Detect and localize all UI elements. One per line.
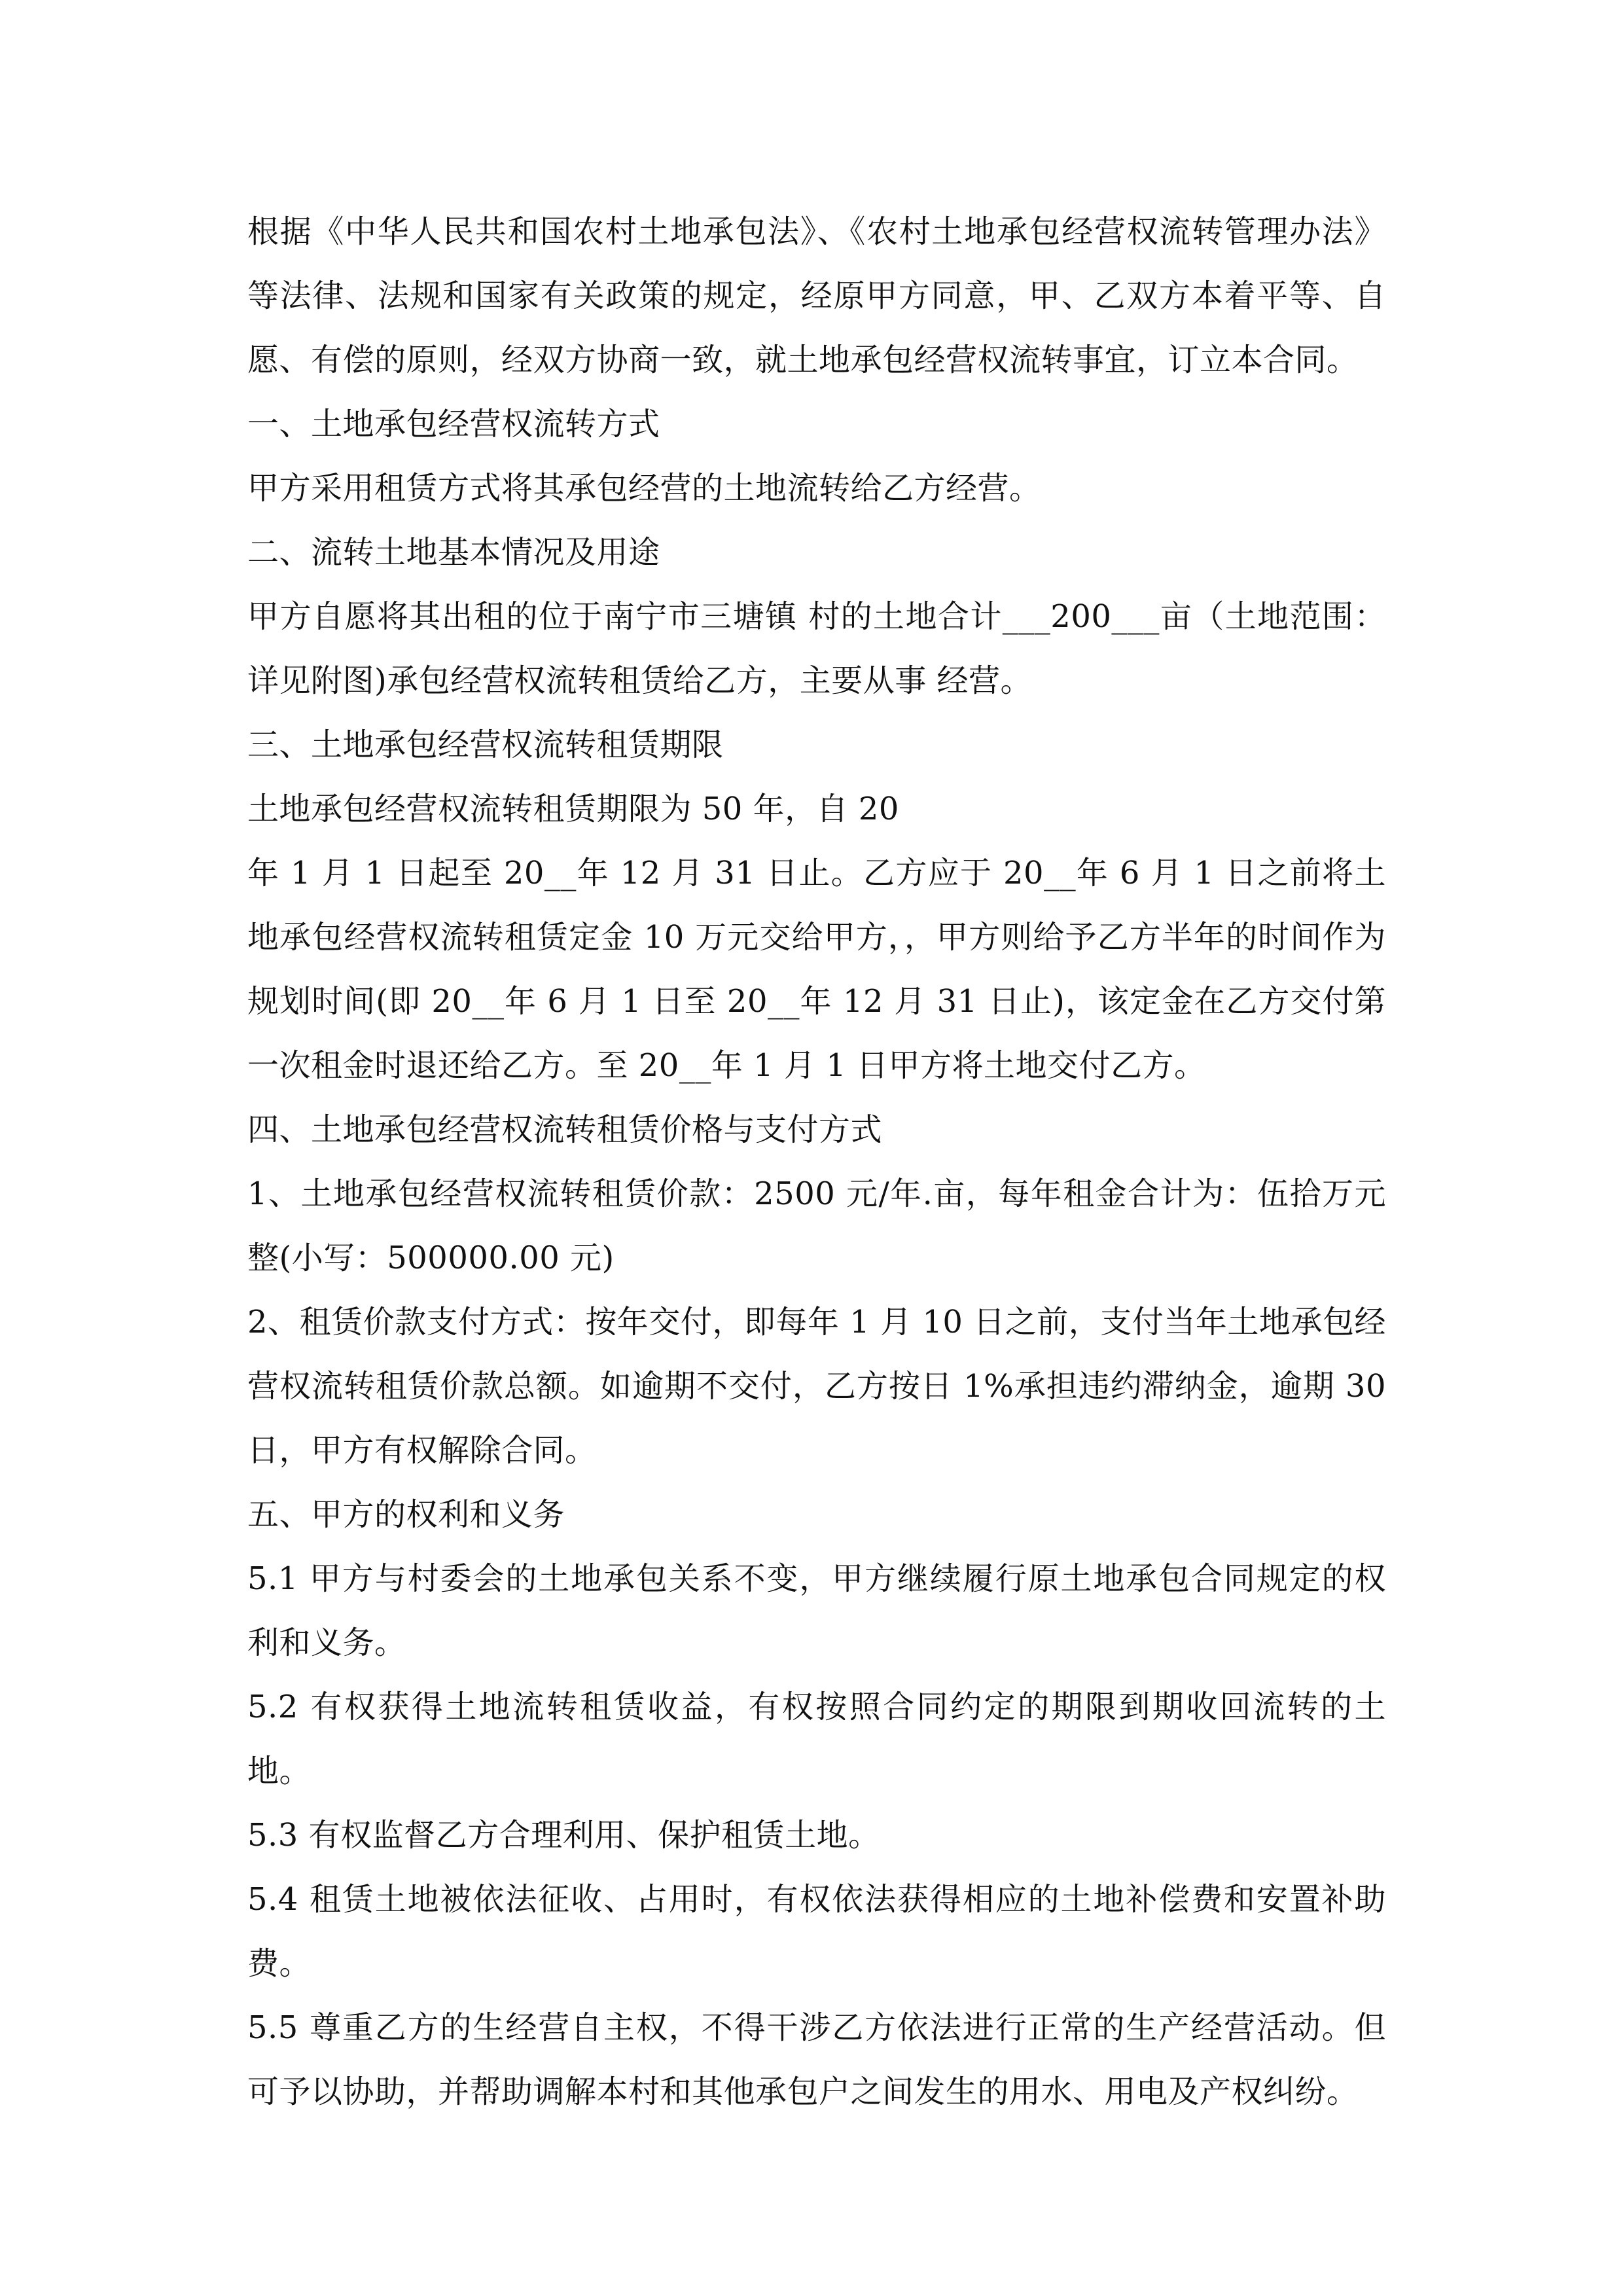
intro-paragraph: 根据《中华人民共和国农村土地承包法》、《农村土地承包经营权流转管理办法》等法律、法规和国家有关政策的规定，经原甲方同意，甲、乙双方本着平等、自愿、有偿的原则，经双方协商一致，就土地承包经营权流转事宜，订立本合同。: [247, 213, 1386, 378]
contract-body: [247, 200, 1386, 2124]
paragraph: 年 1 月 1 日起至 20__年 12 月 31 日止。乙方应于 20__年 6 月 1 日之前将土地承包经营权流转租赁定金 10 万元交给甲方，，甲方则给予乙方半年的时间作为规划时间(即 20__年 6 月 1 日至 20__年 12 月 31 日止)，该定金在乙方交付第一次租金时退还给乙方。至 20__年 1 月 1 日甲方将土地交付乙方。: [247, 855, 1386, 1084]
paragraph: 2、租赁价款支付方式：按年交付，即每年 1 月 10 日之前，支付当年土地承包经营权流转租赁价款总额。如逾期不交付，乙方按日 1%承担违约滞纳金，逾期 30 日，甲方有权解除合同。: [247, 1304, 1386, 1469]
paragraph: 甲方采用租赁方式将其承包经营的土地流转给乙方经营。: [247, 470, 1041, 507]
paragraph: 土地承包经营权流转租赁期限为 50 年，自 20: [247, 791, 899, 827]
paragraph: 甲方自愿将其出租的位于南宁市三塘镇 村的土地合计___200___亩（土地范围：详见附图)承包经营权流转租赁给乙方，主要从事 经营。: [247, 598, 1386, 699]
clause-5-3: 5.3 有权监督乙方合理利用、保护租赁土地。: [247, 1817, 880, 1854]
section-heading-2: 二、流转土地基本情况及用途: [247, 534, 660, 571]
section-heading-1: 一、土地承包经营权流转方式: [247, 406, 660, 442]
clause-5-4: 5.4 租赁土地被依法征收、占用时，有权依法获得相应的土地补偿费和安置补助费。: [247, 1881, 1386, 1982]
section-heading-5: 五、甲方的权利和义务: [247, 1496, 565, 1533]
paragraph: 1、土地承包经营权流转租赁价款：2500 元/年.亩，每年租金合计为：伍拾万元整(小写：500000.00 元): [247, 1175, 1386, 1276]
clause-5-5: 5.5 尊重乙方的生经营自主权，不得干涉乙方依法进行正常的生产经营活动。但可予以协助，并帮助调解本村和其他承包户之间发生的用水、用电及产权纠纷。: [247, 2009, 1386, 2110]
section-heading-3: 三、土地承包经营权流转租赁期限: [247, 726, 724, 763]
section-heading-4: 四、土地承包经营权流转租赁价格与支付方式: [247, 1111, 883, 1148]
clause-5-2: 5.2 有权获得土地流转租赁收益，有权按照合同约定的期限到期收回流转的土地。: [247, 1689, 1386, 1789]
clause-5-1: 5.1 甲方与村委会的土地承包关系不变，甲方继续履行原土地承包合同规定的权利和义务。: [247, 1560, 1386, 1661]
